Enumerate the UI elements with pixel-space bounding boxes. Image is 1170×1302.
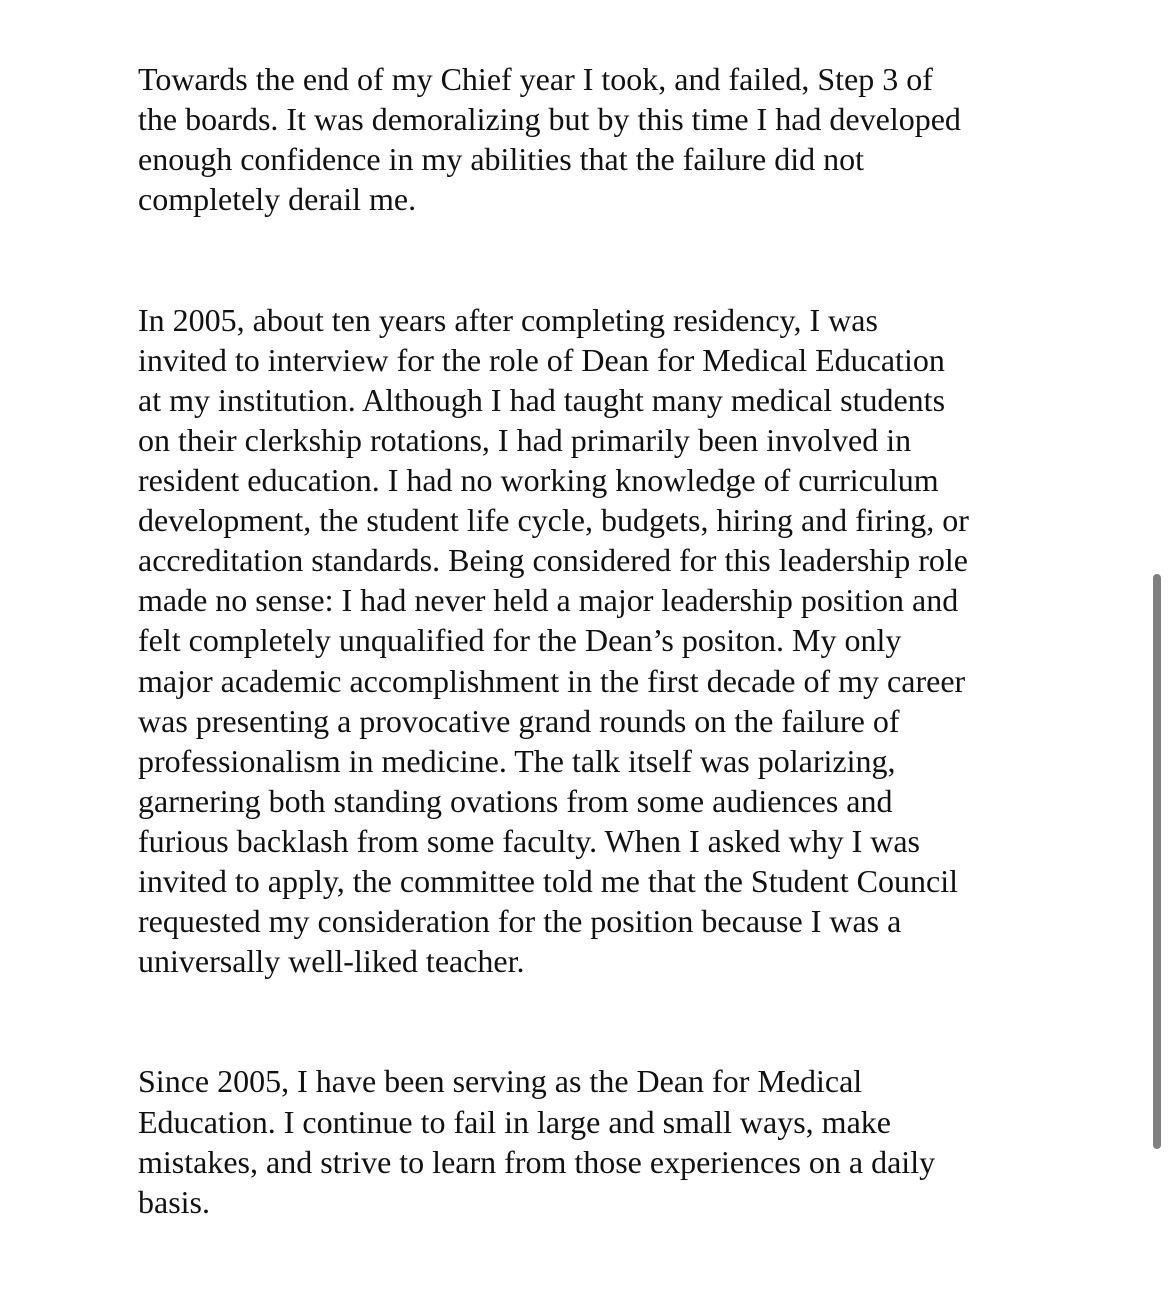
paragraph-dean-interview: In 2005, about ten years after completing residency, I was invited to interview for the role of Dean for Medical Education at my institution. Although I had taught many medical students on their clerkship rotations, I had primarily been involved in resident education. I had no working knowledge of curriculum development, the student life cycle, budgets, hiring and firing, or accreditation standards. Being considered for this leadership role made no sense: I had never held a major leadership position and felt completely unqualified for the Dean’s positon. My only major academic accomplishment in the first decade of my career was presenting a provocative grand rounds on the failure of professionalism in medicine. The talk itself was polarizing, garnering both standing ovations from some audiences and furious backlash from some faculty. When I asked why I was invited to apply, the committee told me that the Student Council requested my consideration for the position because I was a universally well-liked teacher. — [138, 301, 969, 980]
scrollbar-thumb[interactable] — [1153, 574, 1161, 1149]
paragraph-serving-as-dean: Since 2005, I have been serving as the Dean for Medical Education. I continue to fail in large and small ways, make mistakes, and strive to learn from those experiences on a daily basis. — [138, 1063, 936, 1220]
paragraph-step3-failure: Towards the end of my Chief year I took, and failed, Step 3 of the boards. It was demoralizing but by this time I had developed enough confidence in my abilities that the failure did not completely derail me. — [138, 61, 961, 218]
document-body — [138, 19, 1138, 1302]
